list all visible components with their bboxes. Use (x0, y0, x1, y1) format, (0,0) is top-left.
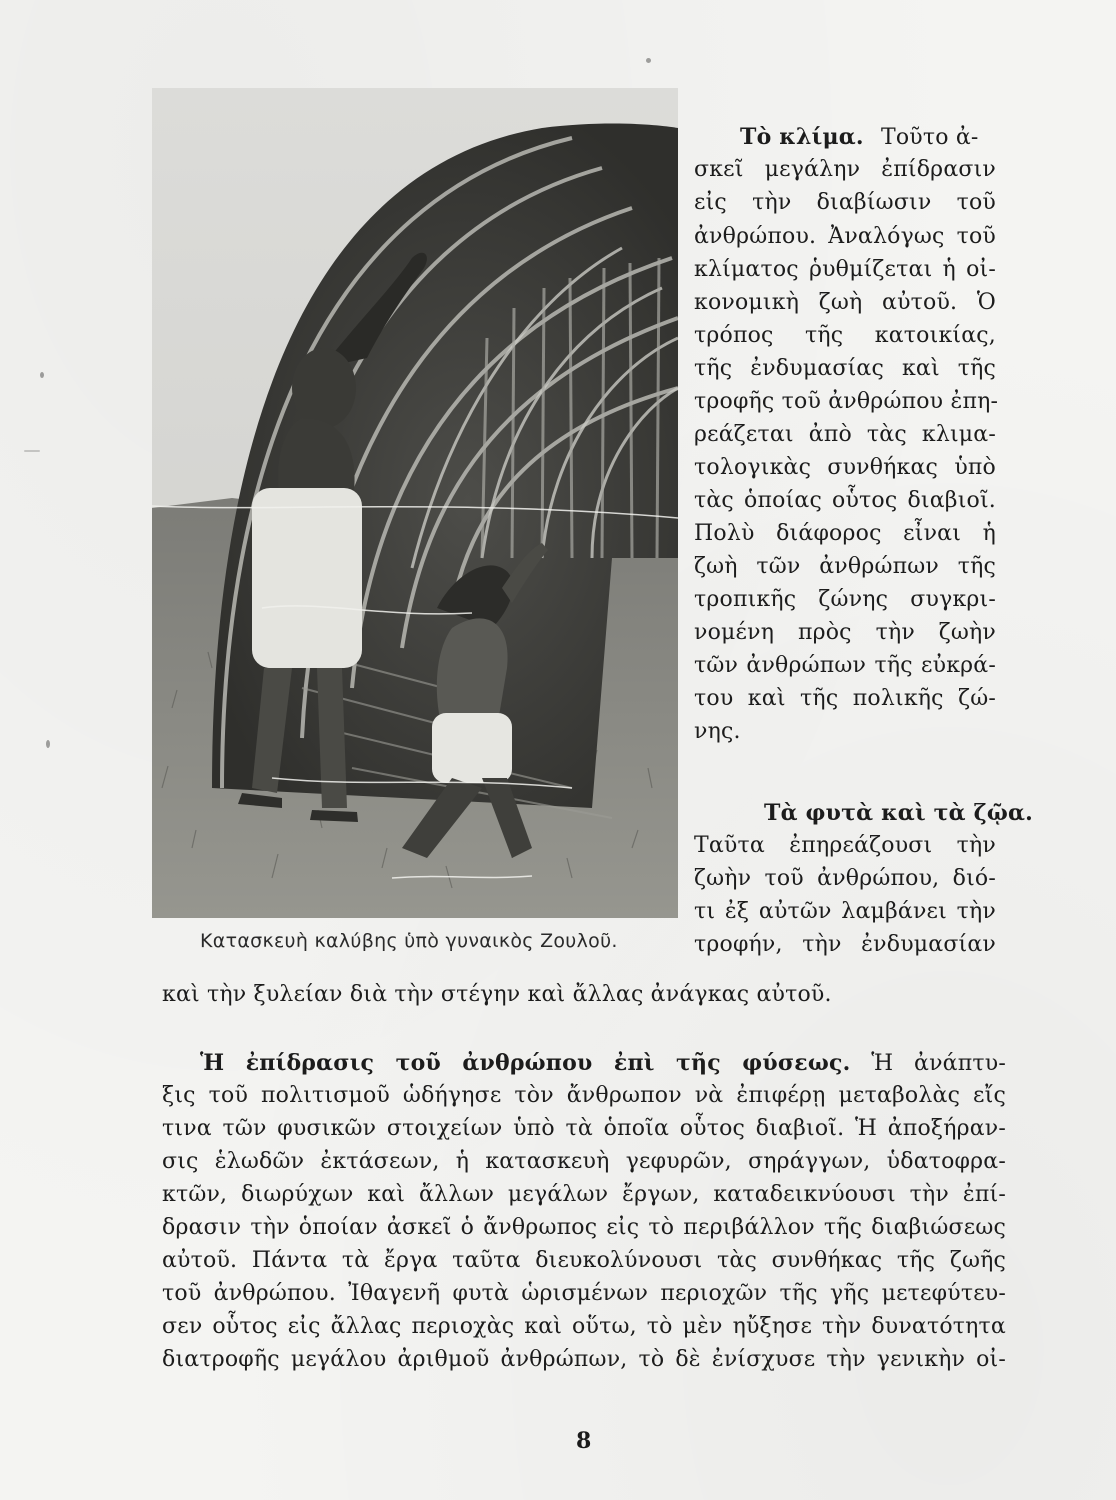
text-line: του καὶ τῆς πολικῆς ζώ- (694, 686, 996, 711)
text-line: ζωὴν τοῦ ἀνθρώπου, διό- (694, 866, 996, 891)
text-line: αὐτοῦ. Πάντα τὰ ἔργα ταῦτα διευκολύνουσι τὰς συνθήκας τῆς ζωῆς (162, 1248, 1006, 1273)
text-line: Ταῦτα ἐπηρεάζουσι τὴν (694, 833, 996, 858)
text-line: νης. (694, 719, 741, 744)
scan-speck (646, 58, 651, 63)
text-line: διατροφῆς μεγάλου ἀριθμοῦ ἀνθρώπων, τὸ δὲ ἐνίσχυσε τὴν γενικὴν οἰ- (162, 1347, 1006, 1372)
text-line: δρασιν τὴν ὁποίαν ἀσκεῖ ὁ ἄνθρωπος εἰς τὸ περιβάλλον τῆς διαβιώσεως (162, 1215, 1006, 1240)
right-column-first-line (740, 122, 979, 153)
text-line: ξις τοῦ πολιτισμοῦ ὡδήγησε τὸν ἄνθρωπον νὰ ἐπιφέρῃ μεταβολὰς εἴς (162, 1083, 1006, 1108)
hut-construction-illustration (152, 88, 678, 918)
text-line: τροφήν, τὴν ἐνδυμασίαν (694, 932, 996, 957)
climate-heading: Τὸ κλίμα. (740, 124, 864, 150)
text-line: ρεάζεται ἀπὸ τὰς κλιμα- (694, 422, 996, 447)
text-line: τροφῆς τοῦ ἀνθρώπου ἐπη- (694, 389, 999, 414)
text-line: τῆς ἐνδυμασίας καὶ τῆς (694, 356, 996, 381)
plants-animals-heading: Τὰ φυτὰ καὶ τὰ ζῷα. (764, 800, 1034, 826)
text-line: τινα τῶν φυσικῶν στοιχείων ὑπὸ τὰ ὁποῖα οὗτος διαβιοῖ. Ἡ ἀποξήραν- (162, 1116, 1006, 1141)
text-line: νομένη πρὸς τὴν ζωὴν (694, 620, 996, 645)
text-line: κονομικὴ ζωὴ αὐτοῦ. Ὁ (694, 290, 996, 315)
text-line: κτῶν, διωρύχων καὶ ἄλλων μεγάλων ἔργων, καταδεικνύουσι τὴν ἐπί- (162, 1182, 1006, 1207)
figure-photo (152, 88, 678, 918)
text-line: τρόπος τῆς κατοικίας, (694, 323, 996, 348)
page-number: 8 (576, 1428, 592, 1454)
text-line: Ἡ ἀνάπτυ- (871, 1051, 1006, 1076)
text-line: τὰς ὁποίας οὗτος διαβιοῖ. (694, 488, 996, 513)
text-line: εἰς τὴν διαβίωσιν τοῦ (694, 190, 996, 215)
text-line: τι ἐξ αὐτῶν λαμβάνει τὴν (694, 899, 996, 924)
text-line: ἀνθρώπου. Ἀναλόγως τοῦ (694, 224, 996, 249)
text-line: ζωὴ τῶν ἀνθρώπων τῆς (694, 554, 996, 579)
scan-speck (24, 450, 40, 452)
text-line: τροπικῆς ζώνης συγκρι- (694, 587, 996, 612)
text-line: τῶν ἀνθρώπων τῆς εὐκρά- (694, 653, 996, 678)
continuation-line: καὶ τὴν ξυλείαν διὰ τὴν στέγην καὶ ἄλλας ἀνάγκας αὐτοῦ. (162, 982, 832, 1007)
text-line: τολογικὰς συνθήκας ὑπὸ (694, 455, 996, 480)
section-heading: Ἡ ἐπίδρασις τοῦ ἀνθρώπου ἐπὶ τῆς φύσεως. (200, 1050, 851, 1076)
text-line: τοῦ ἀνθρώπου. Ἰθαγενῆ φυτὰ ὡρισμένων περιοχῶν τῆς γῆς μετεφύτευ- (162, 1281, 1006, 1306)
section-first-line (200, 1048, 1006, 1079)
text-line: κλίματος ῥυθμίζεται ἡ οἰ- (694, 257, 996, 282)
figure-caption: Κατασκευὴ καλύβης ὑπὸ γυναικὸς Ζουλοῦ. (200, 930, 618, 952)
scan-speck (46, 740, 50, 748)
scan-speck (40, 372, 44, 378)
text-line: Τοῦτο ἀ- (880, 125, 979, 150)
text-line: σεν οὗτος εἰς ἄλλας περιοχὰς καὶ οὕτω, τὸ μὲν ηὔξησε τὴν δυνατότητα (162, 1314, 1006, 1339)
text-line: σις ἑλωδῶν ἐκτάσεων, ἡ κατασκευὴ γεφυρῶν, σηράγγων, ὑδατοφρα- (162, 1149, 1006, 1174)
text-line: Πολὺ διάφορος εἶναι ἡ (694, 521, 996, 546)
text-line: σκεῖ μεγάλην ἐπίδρασιν (694, 157, 996, 182)
